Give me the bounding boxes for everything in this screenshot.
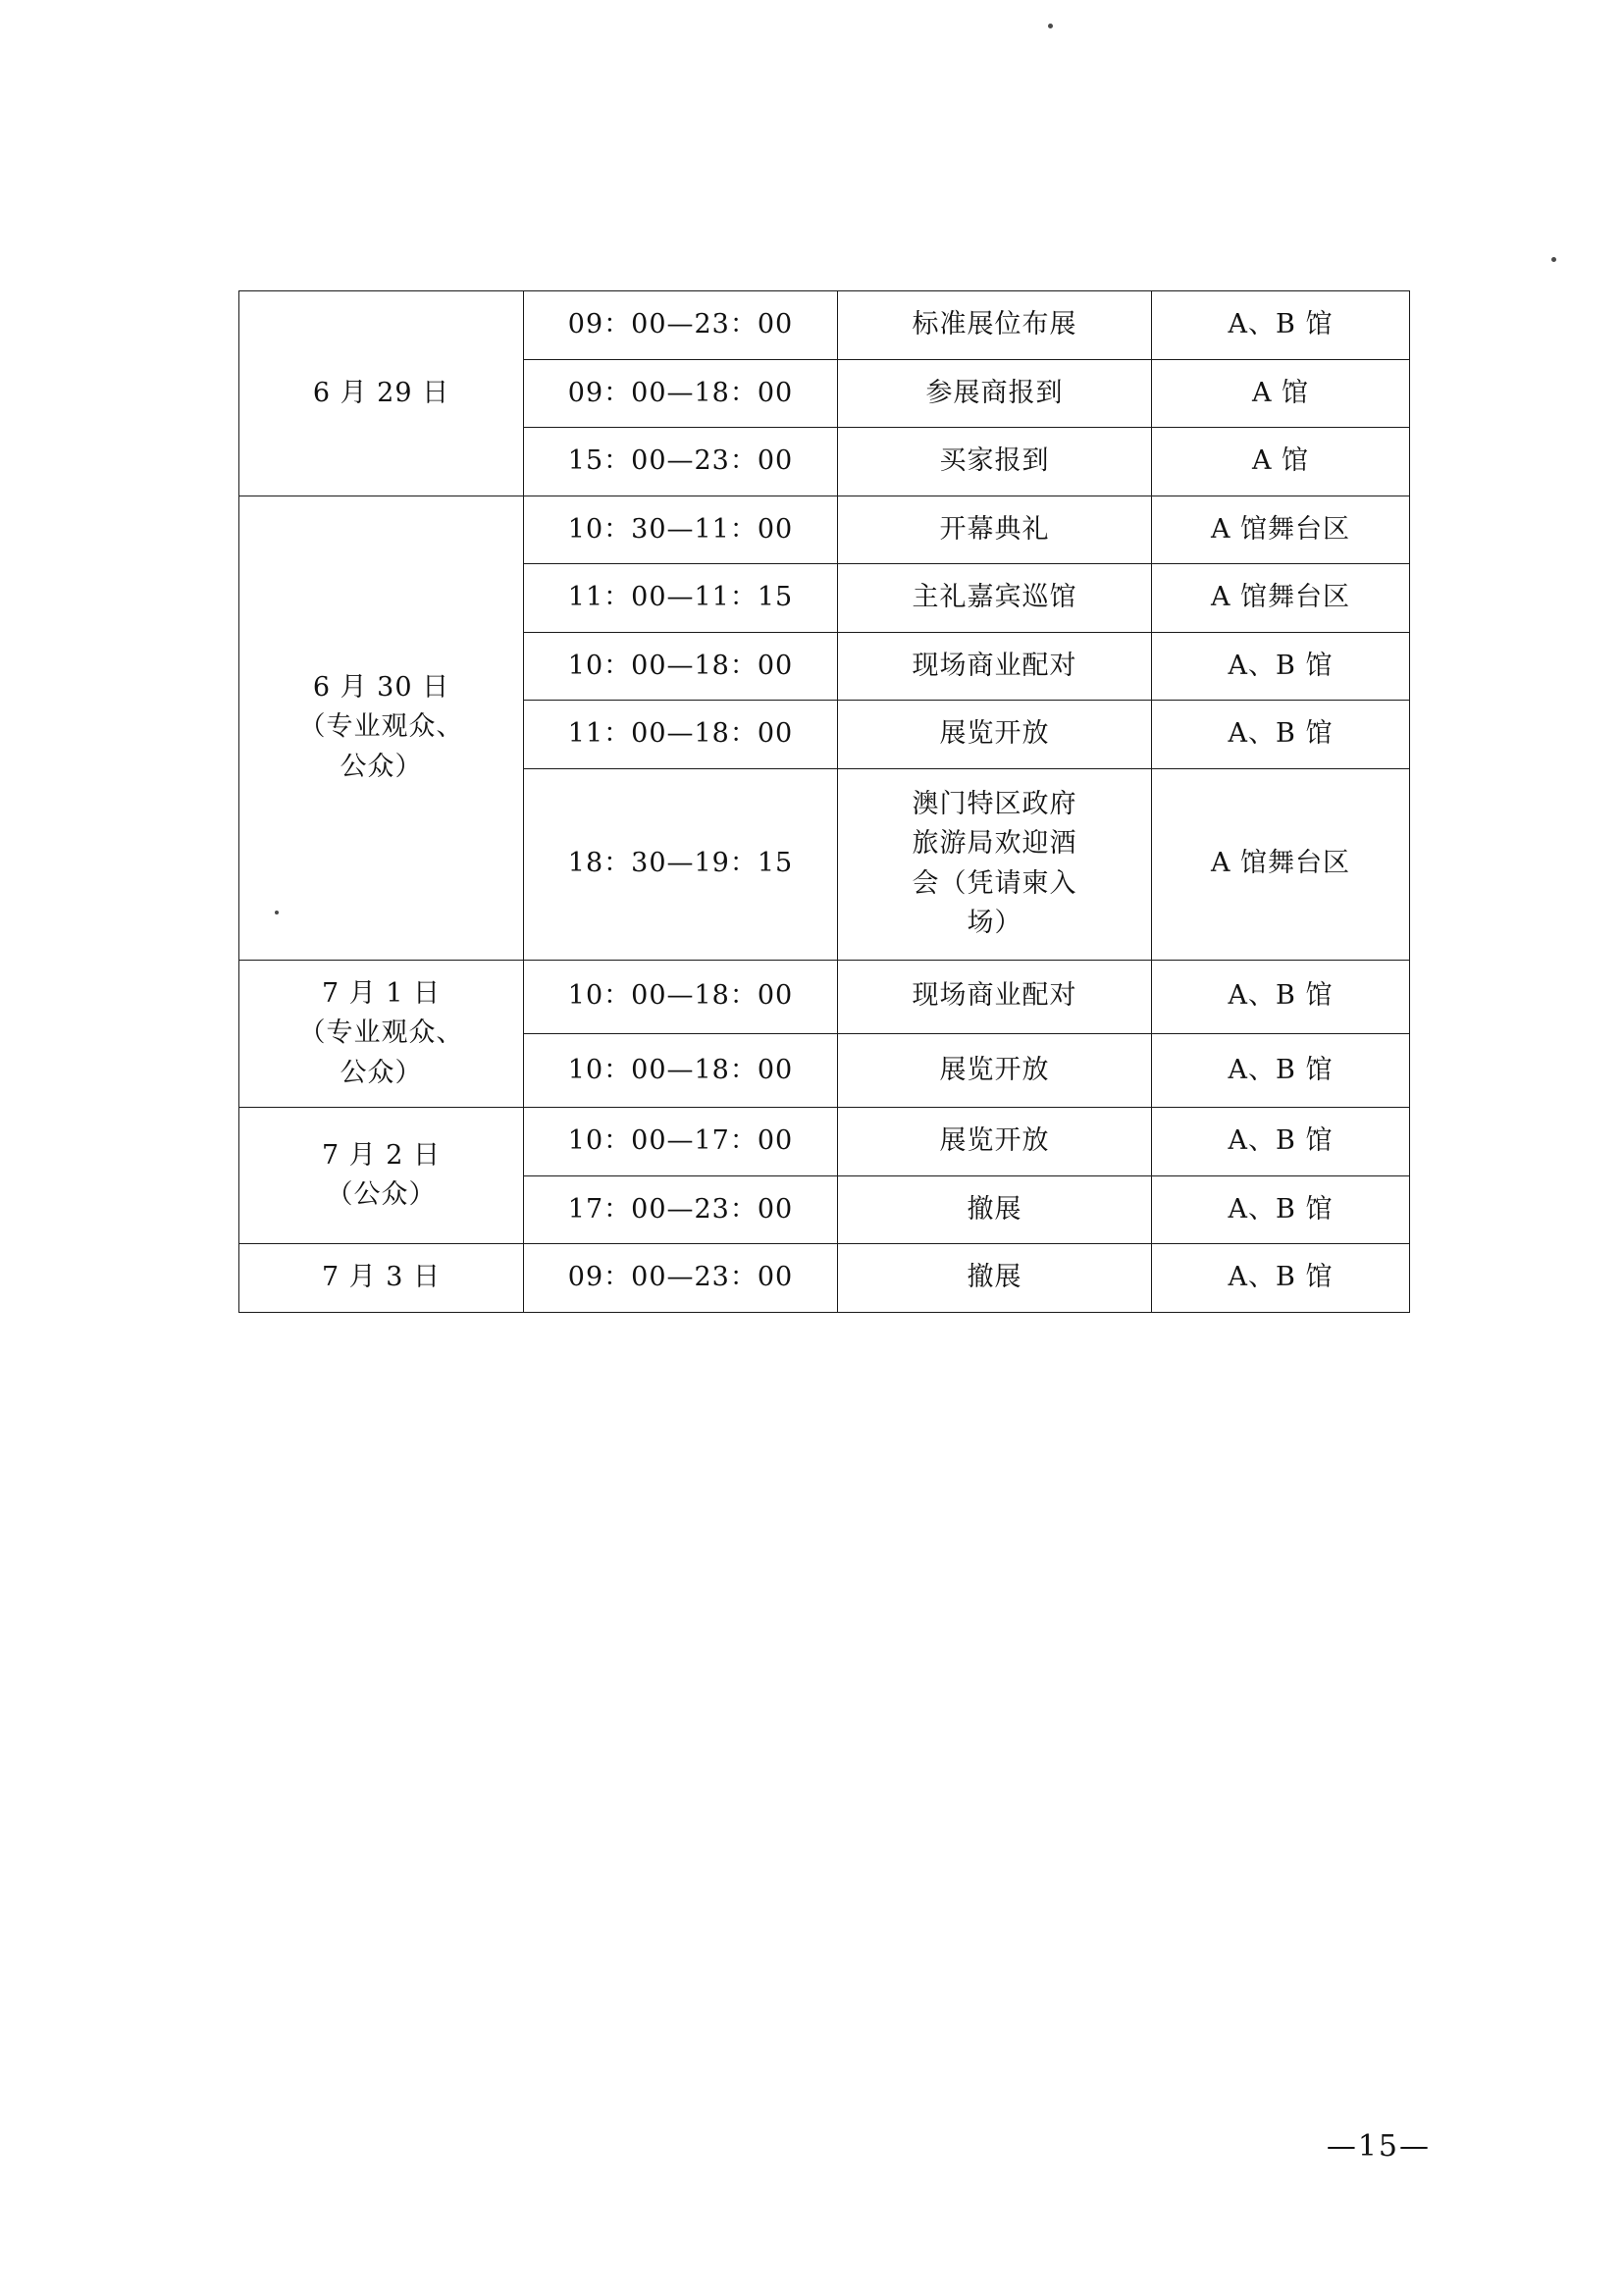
- date-cell: [239, 291, 524, 496]
- event-cell: 主礼嘉宾巡馆: [838, 564, 1152, 633]
- venue-cell: A、B 馆: [1152, 1033, 1410, 1107]
- time-cell: 09：00—23：00: [524, 1244, 838, 1313]
- date-cell: [239, 1244, 524, 1313]
- time-cell: 10：30—11：00: [524, 496, 838, 564]
- date-line: 公众）: [340, 1057, 423, 1088]
- time-cell: 17：00—23：00: [524, 1175, 838, 1244]
- scan-speck: [1048, 24, 1053, 28]
- event-schedule-table: [238, 290, 1410, 1313]
- event-line: 旅游局欢迎酒: [912, 828, 1077, 859]
- event-cell: 现场商业配对: [838, 632, 1152, 701]
- event-cell: 标准展位布展: [838, 291, 1152, 360]
- event-cell: 买家报到: [838, 428, 1152, 496]
- table-row: [239, 291, 1410, 360]
- date-line: 7 月 1 日: [321, 977, 442, 1009]
- date-cell: [239, 960, 524, 1108]
- event-cell: 撤展: [838, 1244, 1152, 1313]
- time-cell: 09：00—18：00: [524, 359, 838, 428]
- venue-cell: A、B 馆: [1152, 701, 1410, 769]
- time-cell: 10：00—17：00: [524, 1108, 838, 1176]
- event-cell: 开幕典礼: [838, 496, 1152, 564]
- date-line: （公众）: [326, 1179, 437, 1210]
- event-cell: 展览开放: [838, 701, 1152, 769]
- time-cell: 18：30—19：15: [524, 768, 838, 960]
- date-cell: [239, 496, 524, 960]
- date-cell: [239, 1108, 524, 1244]
- date-line: 公众）: [340, 751, 423, 782]
- date-line: 7 月 2 日: [321, 1139, 442, 1171]
- venue-cell: A、B 馆: [1152, 960, 1410, 1033]
- event-cell: 展览开放: [838, 1108, 1152, 1176]
- table-row: [239, 496, 1410, 564]
- date-line: 6 月 30 日: [312, 671, 450, 703]
- event-cell: 展览开放: [838, 1033, 1152, 1107]
- time-cell: 11：00—11：15: [524, 564, 838, 633]
- venue-cell: A、B 馆: [1152, 1108, 1410, 1176]
- event-line: 场）: [967, 908, 1022, 938]
- page-number: —15—: [1326, 2129, 1431, 2164]
- time-cell: 10：00—18：00: [524, 1033, 838, 1107]
- venue-cell: A 馆舞台区: [1152, 496, 1410, 564]
- venue-cell: A 馆舞台区: [1152, 564, 1410, 633]
- event-cell: 撤展: [838, 1175, 1152, 1244]
- venue-cell: A、B 馆: [1152, 632, 1410, 701]
- time-cell: 10：00—18：00: [524, 632, 838, 701]
- date-line: （专业观众、: [298, 1018, 464, 1048]
- venue-cell: A 馆: [1152, 428, 1410, 496]
- table-row: [239, 960, 1410, 1033]
- event-line: 澳门特区政府: [912, 788, 1077, 819]
- date-line: 6 月 29 日: [312, 377, 450, 408]
- event-line: 会（凭请柬入: [912, 867, 1077, 899]
- venue-cell: A、B 馆: [1152, 291, 1410, 360]
- venue-cell: A、B 馆: [1152, 1244, 1410, 1313]
- venue-cell: A 馆: [1152, 359, 1410, 428]
- event-cell: 参展商报到: [838, 359, 1152, 428]
- venue-cell: A 馆舞台区: [1152, 768, 1410, 960]
- venue-cell: A、B 馆: [1152, 1175, 1410, 1244]
- date-line: （专业观众、: [298, 711, 464, 743]
- time-cell: 11：00—18：00: [524, 701, 838, 769]
- time-cell: 10：00—18：00: [524, 960, 838, 1033]
- time-cell: 09：00—23：00: [524, 291, 838, 360]
- time-cell: 15：00—23：00: [524, 428, 838, 496]
- table-row: [239, 1244, 1410, 1313]
- event-cell: [838, 768, 1152, 960]
- event-cell: 现场商业配对: [838, 960, 1152, 1033]
- scan-speck: [1551, 257, 1556, 262]
- table-row: [239, 1108, 1410, 1176]
- date-line: 7 月 3 日: [321, 1262, 442, 1292]
